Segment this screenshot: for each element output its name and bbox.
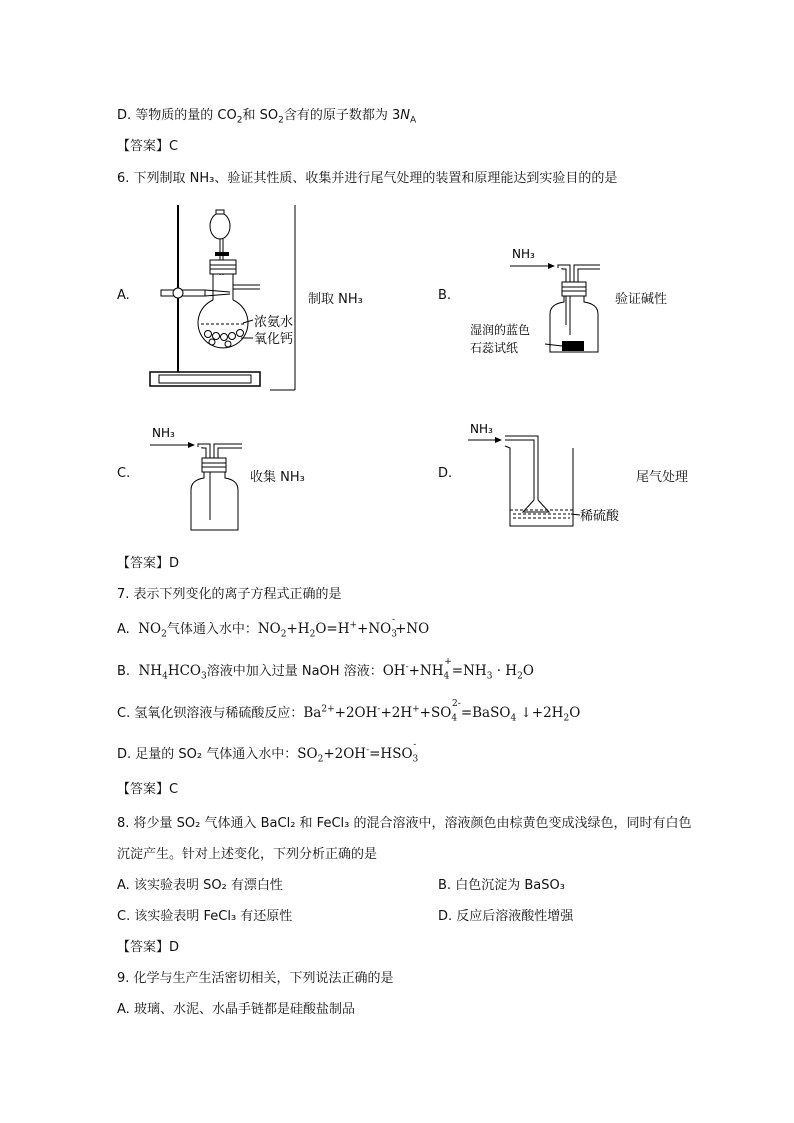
q8-stem-line2: 沉淀产生。针对上述变化，下列分析正确的是: [117, 847, 378, 862]
option-text: 足量的 SO₂ 气体通入水中：: [135, 747, 298, 762]
option-letter: D.: [438, 909, 453, 924]
answer-label: 【答案】: [117, 556, 170, 571]
option-letter: C.: [117, 706, 131, 721]
q6-option-c-caption: 收集 NH₃: [250, 470, 305, 485]
q7-option-b: [117, 656, 534, 682]
equation: $Ba^{2+}+2OH^-+2H^++SO_4^{2-}=BaSO_4$ $↓+2H_2O$: [303, 698, 581, 724]
q6-answer: [117, 552, 179, 571]
subscript: 2: [278, 115, 284, 126]
option-letter: D.: [117, 108, 132, 123]
equation: $SO_2+2OH^-=HSO_3^-$: [297, 739, 419, 765]
q7-stem: 7. 表示下列变化的离子方程式正确的是: [117, 587, 342, 602]
option-letter: D.: [117, 747, 132, 762]
q9-stem: 9. 化学与生产生活密切相关，下列说法正确的是: [117, 971, 394, 986]
answer-label: 【答案】: [117, 139, 170, 154]
answer-value: D: [169, 940, 180, 955]
q6-option-a-caption: 制取 NH₃: [308, 292, 363, 307]
q8-option-c: [117, 905, 292, 924]
gas-label: NH₃: [470, 422, 493, 436]
answer-label: 【答案】: [117, 782, 170, 797]
q8-option-a: [117, 874, 283, 893]
option-letter: A.: [117, 1002, 130, 1017]
formula: $NH_4HCO_3$: [134, 663, 207, 682]
option-letter: A.: [117, 622, 130, 637]
q6-option-d-caption: 尾气处理: [636, 470, 689, 485]
formula: $NO_2$: [133, 621, 167, 640]
q8-stem-line1: 8. 将少量 SO₂ 气体通入 BaCl₂ 和 FeCl₃ 的混合溶液中，溶液颜色由棕黄色变成浅绿色，同时有白色: [117, 816, 692, 831]
label-dilute-sulfuric-acid: 稀硫酸: [580, 509, 620, 524]
q5-option-d: [117, 104, 416, 126]
answer-value: D: [169, 556, 180, 571]
avogadro-symbol: N: [400, 108, 410, 123]
equation: $NO_2+H_2O=H^++NO_3^-+NO$: [257, 614, 430, 640]
apparatus-c-gas-collection: [140, 420, 250, 535]
q6-option-d-letter: D.: [438, 466, 453, 481]
option-text: 该实验表明 FeCl₃ 有还原性: [134, 909, 293, 924]
option-letter: C.: [117, 909, 131, 924]
label-calcium-oxide: 氧化钙: [254, 332, 294, 347]
q5-answer: [117, 135, 178, 154]
subscript: A: [409, 115, 417, 126]
option-text: 反应后溶液酸性增强: [456, 909, 574, 924]
q6-stem: 6. 下列制取 NH₃、验证其性质、收集并进行尾气处理的装置和原理能达到实验目的的是: [117, 171, 618, 186]
q7-option-c: [117, 698, 581, 724]
option-text: 白色沉淀为 BaSO₃: [455, 878, 565, 893]
q7-answer: [117, 778, 178, 797]
option-letter: B.: [117, 664, 131, 679]
gas-label: NH₃: [512, 247, 535, 261]
option-letter: A.: [117, 878, 130, 893]
option-text: 该实验表明 SO₂ 有漂白性: [133, 878, 283, 893]
label-conc-ammonia: 浓氨水: [254, 315, 294, 330]
q7-option-a: [117, 614, 430, 640]
q6-option-c-letter: C.: [117, 466, 131, 481]
apparatus-d-tail-gas-absorption: [465, 418, 645, 533]
q8-option-b: [438, 874, 565, 893]
q9-option-a: [117, 998, 355, 1017]
q8-option-d: [438, 905, 573, 924]
option-text: 和 SO: [242, 108, 279, 123]
gas-label: NH₃: [152, 426, 175, 440]
answer-value: C: [169, 782, 179, 797]
option-letter: B.: [438, 878, 452, 893]
label-litmus-1: 湿润的蓝色: [470, 323, 531, 337]
answer-value: C: [169, 139, 179, 154]
option-text: 气体通入水中：: [166, 622, 258, 637]
apparatus-a-ammonia-generation: [145, 200, 300, 395]
subscript: 2: [236, 115, 243, 126]
option-text: 玻璃、水泥、水晶手链都是硅酸盐制品: [133, 1002, 355, 1017]
option-text: 溶液中加入过量 NaOH 溶液：: [206, 664, 383, 679]
label-litmus-2: 石蕊试纸: [470, 341, 519, 355]
q6-option-b-caption: 验证碱性: [615, 292, 668, 307]
apparatus-b-basicity-test: [470, 240, 610, 360]
q8-answer: [117, 936, 179, 955]
q6-option-a-letter: A.: [117, 288, 130, 303]
q7-option-d: [117, 739, 419, 765]
answer-label: 【答案】: [117, 940, 170, 955]
option-text: 等物质的量的 CO: [135, 108, 237, 123]
option-text: 含有的原子数都为 3: [283, 108, 401, 123]
q6-option-b-letter: B.: [438, 288, 452, 303]
option-text: 氢氧化钡溶液与稀硫酸反应：: [134, 706, 304, 721]
equation: $OH^-+NH_4^+=NH_3 \cdot H_2O$: [382, 656, 534, 682]
